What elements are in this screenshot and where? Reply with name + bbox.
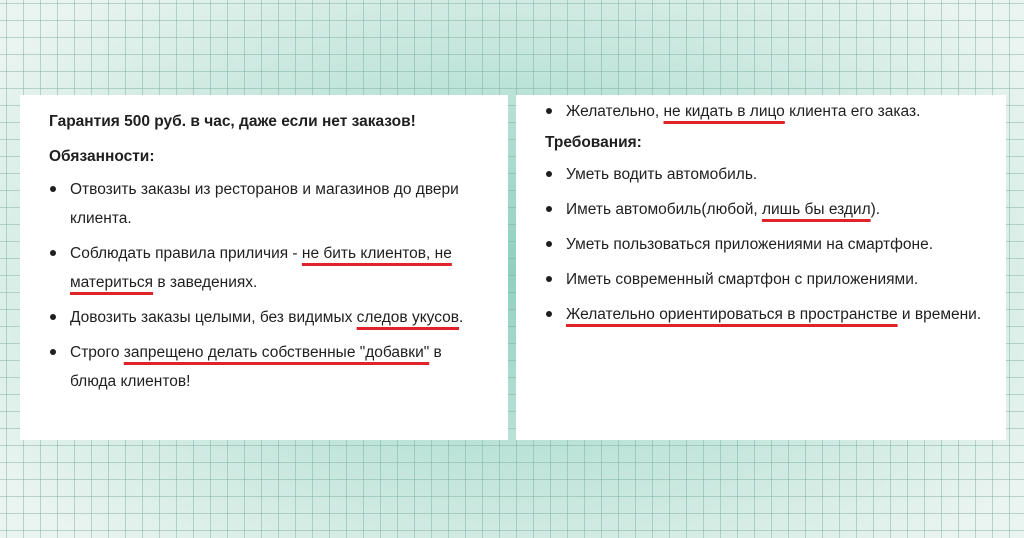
requirements-panel (516, 95, 1006, 440)
continued-duties-list (545, 97, 992, 126)
item-text: и времени. (897, 306, 982, 323)
bullet-icon (546, 206, 552, 212)
item-text: в блюда клиентов! (70, 344, 442, 390)
item-text: . (459, 309, 464, 326)
bullet-icon (50, 314, 56, 320)
bullet-icon (546, 171, 552, 177)
list-item (545, 195, 992, 224)
bullet-icon (50, 250, 56, 256)
highlighted-text: запрещено делать собственные "добавки" (123, 344, 430, 361)
highlighted-text: не бить клиентов, не материться (70, 245, 452, 291)
bullet-icon (546, 241, 552, 247)
guarantee-heading: Гарантия 500 руб. в час, даже если нет заказов! (49, 113, 416, 130)
requirements-list (545, 160, 992, 329)
highlighted-text: не кидать в лицо (663, 103, 785, 120)
list-item (545, 230, 992, 259)
item-text: ). (870, 201, 881, 218)
item-text: Соблюдать правила приличия - (70, 245, 302, 262)
highlighted-text: следов укусов (356, 309, 460, 326)
list-item (545, 97, 992, 126)
item-text: Желательно, (566, 103, 664, 120)
bullet-icon (546, 276, 552, 282)
list-item (49, 303, 486, 332)
bullet-icon (546, 108, 552, 114)
list-item (545, 265, 992, 294)
list-item (49, 239, 486, 297)
list-item (49, 175, 486, 233)
item-text: Уметь водить автомобиль. (566, 166, 758, 183)
duties-title: Обязанности: (49, 148, 155, 165)
item-text: Уметь пользоваться приложениями на смартфоне. (566, 236, 934, 253)
item-text: в заведениях. (153, 274, 258, 291)
bullet-icon (546, 311, 552, 317)
item-text: Иметь современный смартфон с приложениями. (566, 271, 919, 288)
list-item (545, 160, 992, 189)
bullet-icon (50, 349, 56, 355)
requirements-title: Требования: (545, 134, 642, 151)
list-item (49, 338, 486, 396)
item-text: Строго (70, 344, 124, 361)
duties-panel (20, 95, 508, 440)
highlighted-text: Желательно ориентироваться в пространстве (566, 306, 898, 323)
bullet-icon (50, 186, 56, 192)
item-text: Довозить заказы целыми, без видимых (70, 309, 357, 326)
item-text: Иметь автомобиль(любой, (566, 201, 762, 218)
item-text: клиента его заказ. (784, 103, 921, 120)
duties-list (49, 175, 486, 396)
highlighted-text: лишь бы ездил (761, 201, 871, 218)
item-text: Отвозить заказы из ресторанов и магазинов до двери клиента. (70, 181, 459, 227)
list-item (545, 300, 992, 329)
